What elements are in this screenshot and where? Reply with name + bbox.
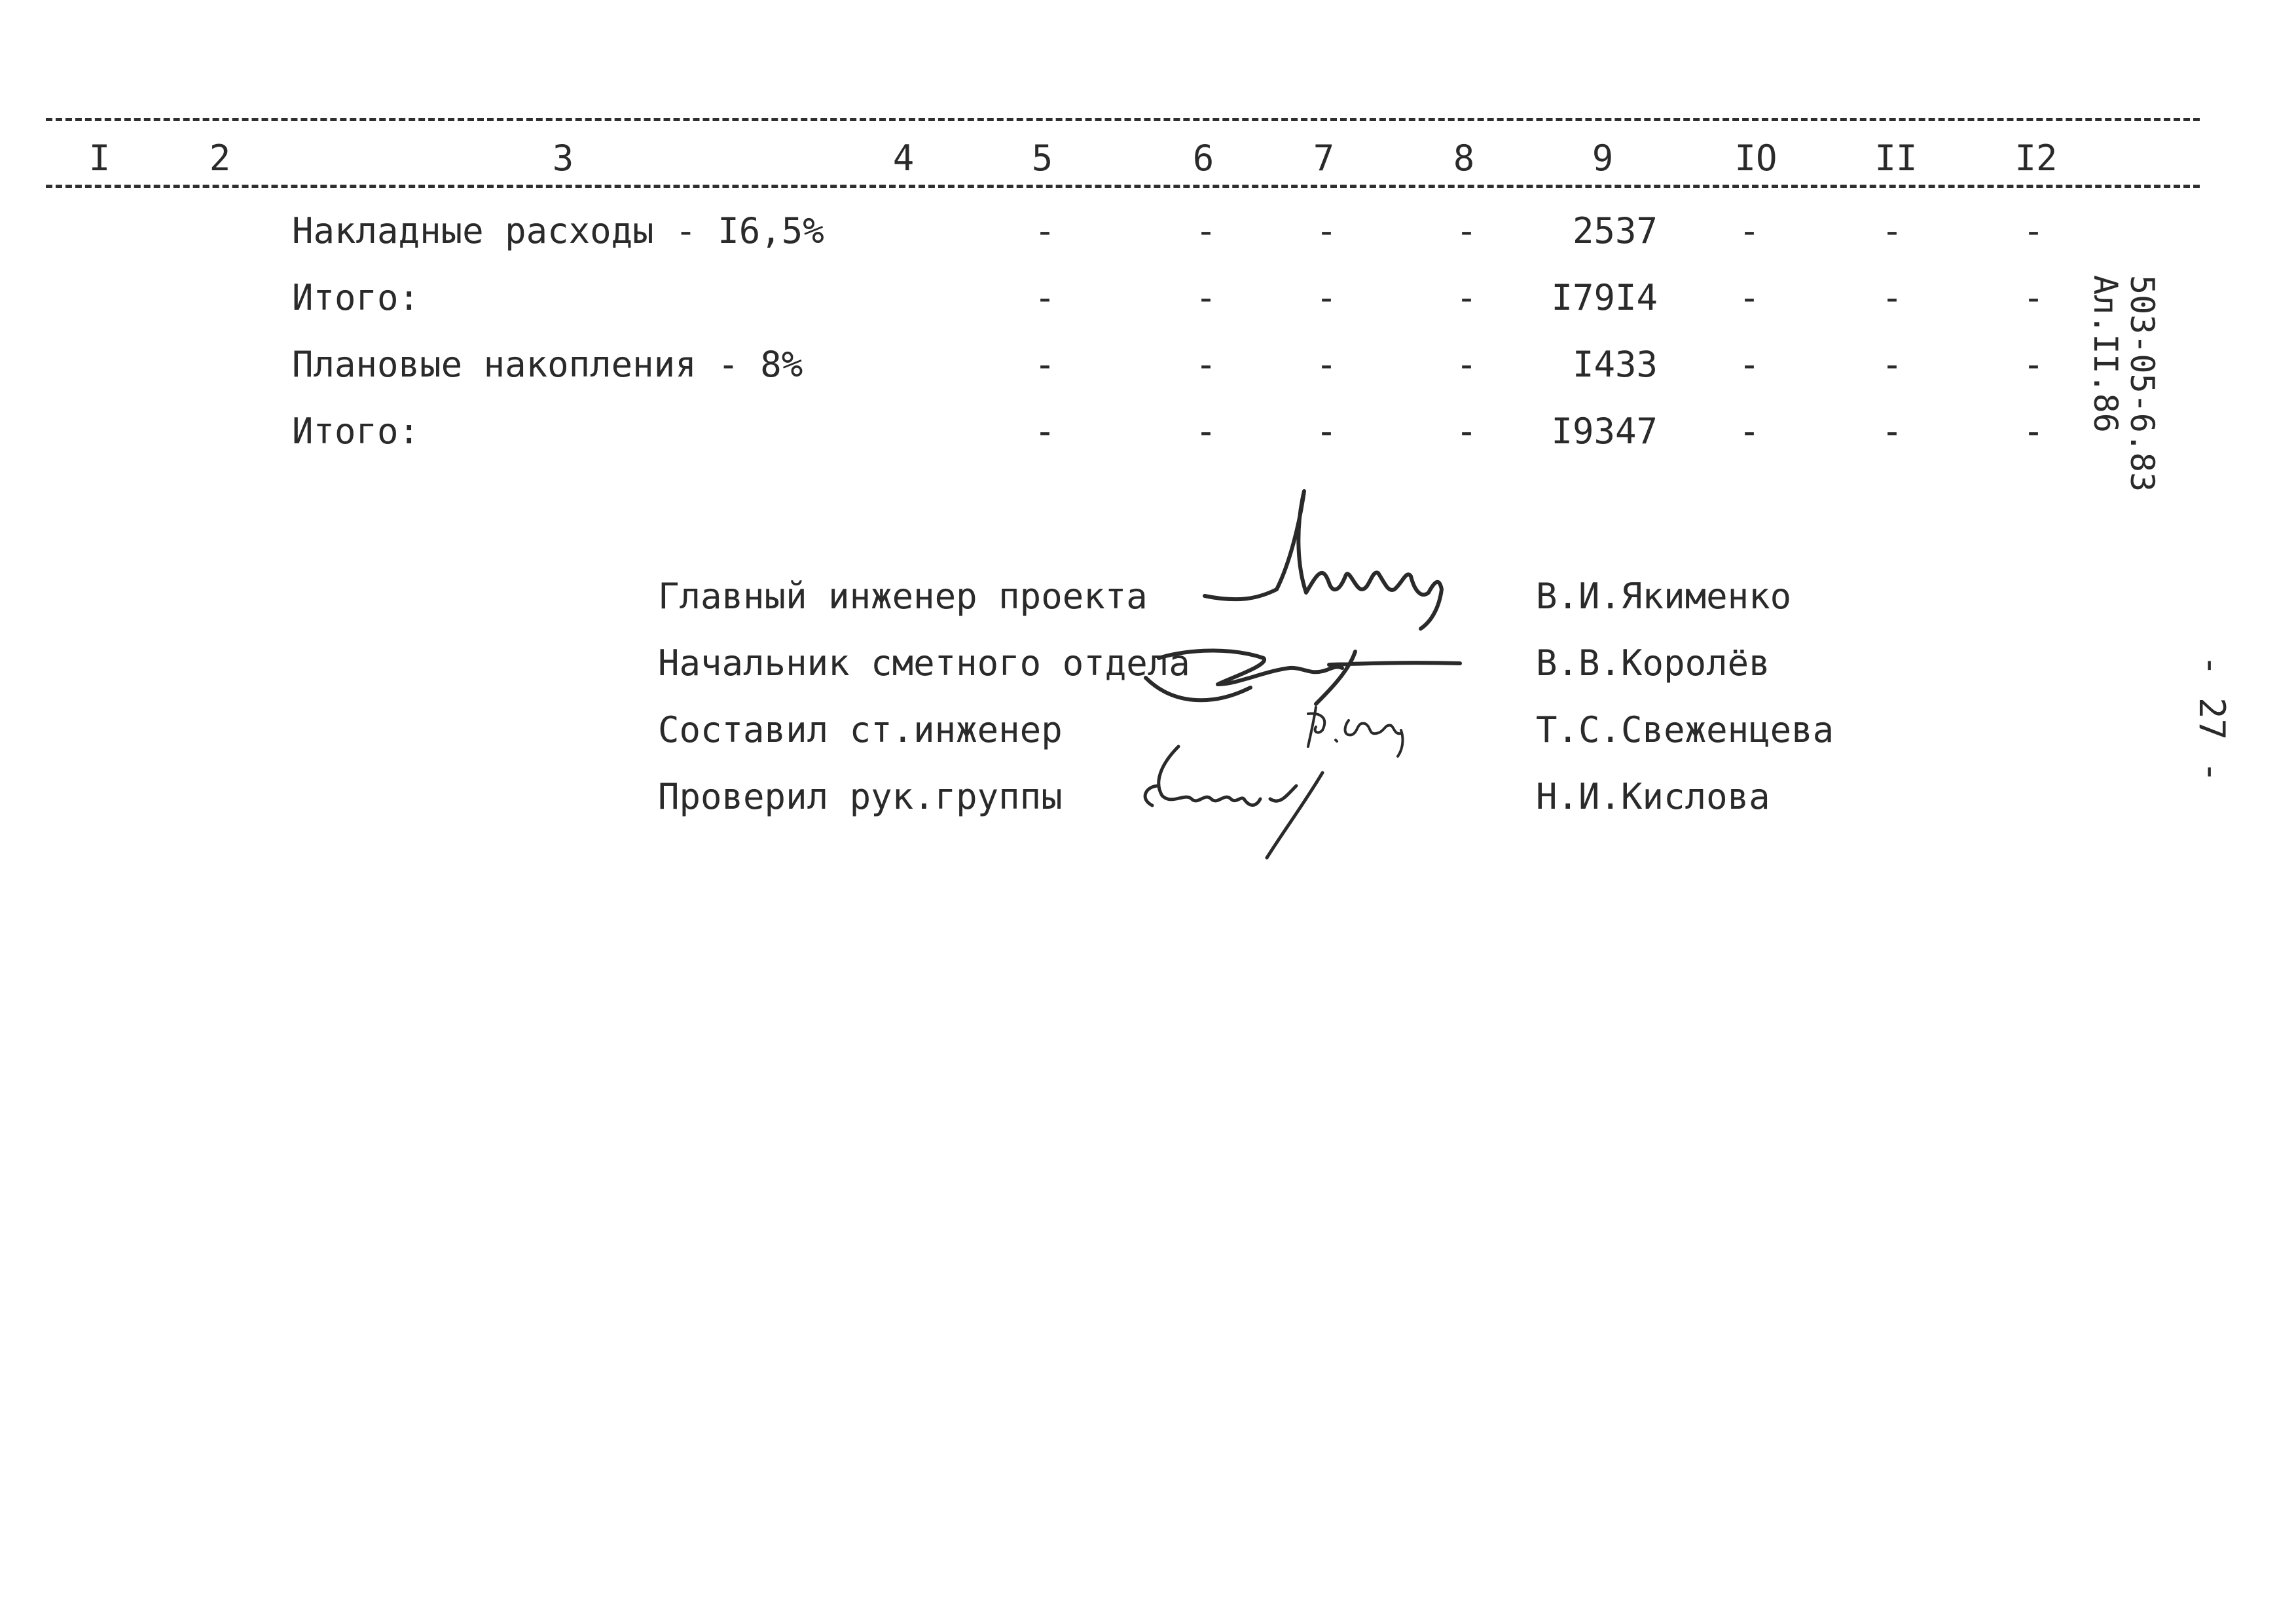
- cell-col6: -: [1195, 210, 1217, 251]
- row-label: Итого:: [292, 411, 420, 452]
- cell-col6: -: [1195, 277, 1217, 318]
- column-header-6: 6: [1192, 138, 1214, 179]
- signature-role-compiler: Составил ст.инженер: [658, 709, 1063, 750]
- cell-col7: -: [1315, 344, 1338, 385]
- column-header-1: I: [88, 138, 111, 179]
- signature-role-estimate-head: Начальник сметного отдела: [658, 642, 1190, 684]
- column-header-8: 8: [1453, 138, 1475, 179]
- cell-col12: -: [2022, 344, 2045, 385]
- cell-col7: -: [1315, 210, 1338, 251]
- cell-col5: -: [1034, 344, 1056, 385]
- row-label: Итого:: [292, 277, 420, 318]
- column-header-11: II: [1874, 138, 1918, 179]
- page-number: - 27 -: [2191, 655, 2232, 783]
- cell-col7: -: [1315, 411, 1338, 452]
- column-header-10: IO: [1734, 138, 1777, 179]
- signature-role-checker: Проверил рук.группы: [658, 776, 1063, 817]
- cell-col10: -: [1738, 277, 1760, 318]
- signature-role-chief-engineer: Главный инженер проекта: [658, 576, 1148, 617]
- cell-col12: -: [2022, 411, 2045, 452]
- column-header-4: 4: [892, 138, 915, 179]
- cell-col5: -: [1034, 277, 1056, 318]
- cell-col7: -: [1315, 277, 1338, 318]
- signature-name-checker: Н.И.Кислова: [1536, 776, 1770, 817]
- handwritten-signature-1: [1198, 485, 1499, 655]
- signature-name-chief-engineer: В.И.Якименко: [1536, 576, 1792, 617]
- cell-col11: -: [1881, 411, 1903, 452]
- document-code-line1: 503-05-6.83: [2123, 275, 2161, 492]
- cell-col12: -: [2022, 277, 2045, 318]
- cell-col12: -: [2022, 210, 2045, 251]
- cell-col9: 2537: [1572, 210, 1658, 251]
- cell-col9: I433: [1572, 344, 1658, 385]
- cell-col10: -: [1738, 210, 1760, 251]
- row-label: Плановые накопления - 8%: [292, 344, 803, 385]
- document-code-line2: Ал.II.86: [2086, 275, 2124, 433]
- cell-col11: -: [1881, 210, 1903, 251]
- cell-col8: -: [1455, 344, 1478, 385]
- column-header-12: I2: [2014, 138, 2058, 179]
- cell-col5: -: [1034, 210, 1056, 251]
- header-bottom-rule: [46, 185, 2200, 188]
- column-header-3: 3: [552, 138, 574, 179]
- cell-col8: -: [1455, 277, 1478, 318]
- handwritten-signature-4: [1133, 733, 1342, 864]
- cell-col6: -: [1195, 344, 1217, 385]
- signature-name-compiler: Т.С.Свеженцева: [1536, 709, 1834, 750]
- cell-col5: -: [1034, 411, 1056, 452]
- cell-col6: -: [1195, 411, 1217, 452]
- cell-col8: -: [1455, 210, 1478, 251]
- column-header-2: 2: [209, 138, 231, 179]
- header-top-rule: [46, 118, 2200, 121]
- cell-col10: -: [1738, 344, 1760, 385]
- column-header-7: 7: [1313, 138, 1335, 179]
- cell-col10: -: [1738, 411, 1760, 452]
- cell-col11: -: [1881, 277, 1903, 318]
- document-code: [2087, 275, 2160, 492]
- cell-col11: -: [1881, 344, 1903, 385]
- cell-col9: I79I4: [1551, 277, 1658, 318]
- column-header-5: 5: [1031, 138, 1053, 179]
- cell-col8: -: [1455, 411, 1478, 452]
- row-label: Накладные расходы - I6,5%: [292, 210, 824, 251]
- signature-name-estimate-head: В.В.Королёв: [1536, 642, 1770, 684]
- cell-col9: I9347: [1551, 411, 1658, 452]
- column-header-9: 9: [1592, 138, 1614, 179]
